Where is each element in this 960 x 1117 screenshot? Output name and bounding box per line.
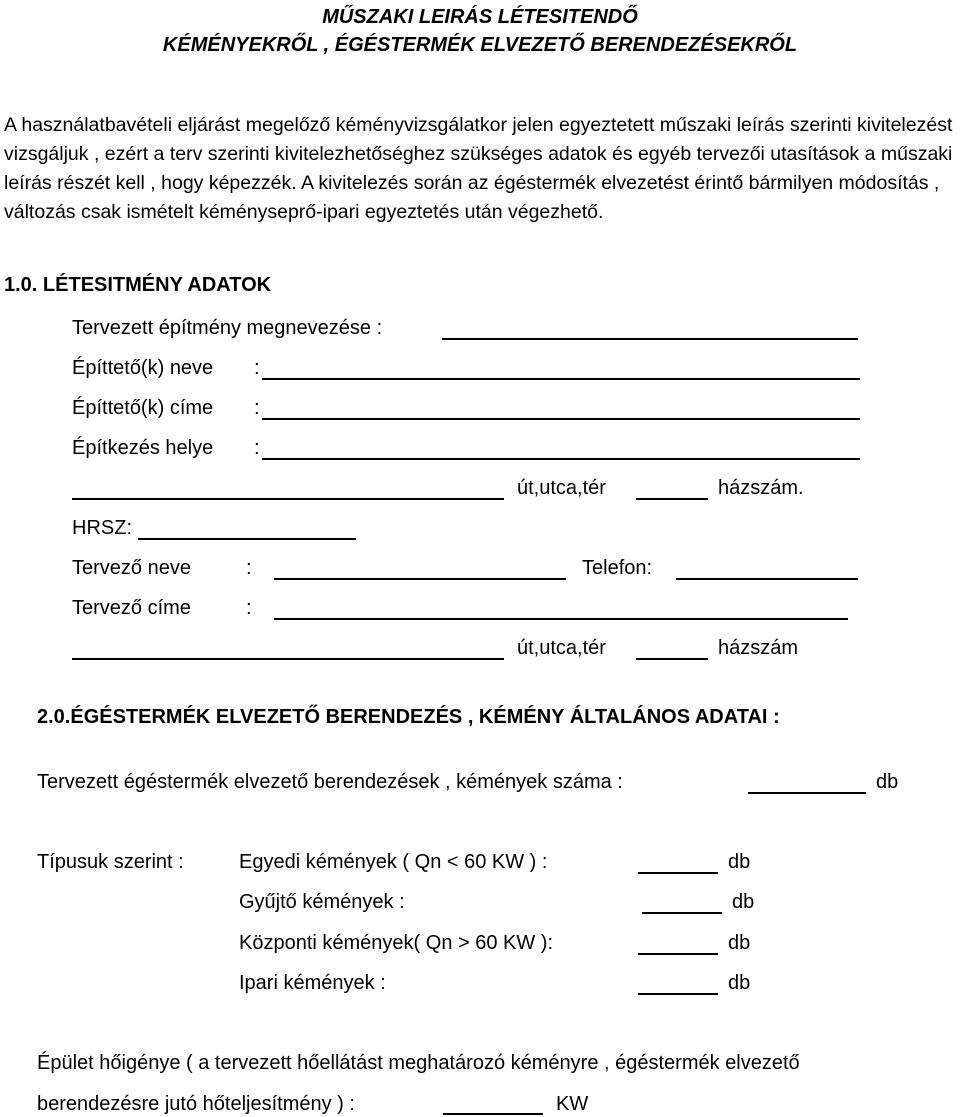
- site-label: Építkezés helye: [72, 437, 214, 459]
- designer-street-field[interactable]: [72, 658, 504, 660]
- type-industrial-field[interactable]: [638, 993, 718, 995]
- building-name-label: Tervezett építmény megnevezése :: [72, 317, 383, 339]
- type-collector-label: Gyűjtő kémények :: [239, 891, 405, 913]
- hrsz-field[interactable]: [138, 538, 356, 540]
- document-title-line1: MŰSZAKI LEIRÁS LÉTESITENDŐ: [322, 6, 638, 28]
- document-title-line2: KÉMÉNYEKRŐL , ÉGÉSTERMÉK ELVEZETŐ BERENDEZÉSEKRŐL: [162, 34, 798, 56]
- heat-demand-label-line2: berendezésre jutó hőteljesítmény ) :: [37, 1093, 355, 1115]
- builder-name-label: Építtető(k) neve: [72, 357, 214, 379]
- types-label: Típusuk szerint :: [37, 851, 184, 873]
- section2-heading: 2.0.ÉGÉSTERMÉK ELVEZETŐ BERENDEZÉS , KÉMÉNY ÁLTALÁNOS ADATAI :: [37, 706, 780, 728]
- type-industrial-label: Ipari kémények :: [239, 972, 386, 994]
- phone-label: Telefon:: [582, 557, 653, 579]
- builder-address-colon: :: [254, 397, 260, 419]
- type-central-field[interactable]: [638, 953, 718, 955]
- building-name-field[interactable]: [442, 338, 858, 340]
- heat-demand-unit: KW: [556, 1093, 589, 1115]
- chimney-count-unit: db: [876, 771, 899, 793]
- type-collector-field[interactable]: [642, 912, 722, 914]
- type-individual-unit: db: [728, 851, 751, 873]
- builder-address-field[interactable]: [262, 418, 860, 420]
- chimney-count-field[interactable]: [748, 792, 866, 794]
- hrsz-label: HRSZ:: [72, 517, 132, 539]
- type-collector-unit: db: [732, 891, 755, 913]
- builder-name-colon: :: [254, 357, 260, 379]
- designer-address-label: Tervező címe: [72, 597, 191, 619]
- designer-name-label: Tervező neve: [72, 557, 191, 579]
- designer-street-label: út,utca,tér: [517, 637, 606, 659]
- intro-paragraph: A használatbavételi eljárást megelőző kéményvizsgálatkor jelen egyeztetett műszaki leírás szerinti kivitelezést vizsgáljuk , ezért a terv szerinti kivitelezhetőséghez szükséges adatok és egyéb tervezői utasítások a műszaki leírás részét kell , hogy képezzék. A kivitelezés során az égéstermék elvezetést érintő bármilyen módosítás , változás csak ismételt kéményseprő-ipari egyeztetés után végezhető.: [4, 114, 953, 223]
- type-central-unit: db: [728, 932, 751, 954]
- type-individual-field[interactable]: [638, 872, 718, 874]
- heat-demand-label-line1: Épület hőigénye ( a tervezett hőellátást meghatározó kéményre , égéstermék elvezető: [37, 1052, 800, 1074]
- designer-house-number-label: házszám: [718, 637, 799, 659]
- type-industrial-unit: db: [728, 972, 751, 994]
- heat-demand-field[interactable]: [443, 1113, 543, 1115]
- site-field[interactable]: [262, 458, 860, 460]
- designer-name-field[interactable]: [274, 578, 566, 580]
- site-colon: :: [254, 437, 260, 459]
- designer-address-colon: :: [246, 597, 252, 619]
- designer-address-field[interactable]: [274, 618, 848, 620]
- site-street-label: út,utca,tér: [517, 477, 606, 499]
- designer-name-colon: :: [246, 557, 252, 579]
- designer-house-number-field[interactable]: [636, 658, 708, 660]
- builder-name-field[interactable]: [262, 378, 860, 380]
- site-house-number-field[interactable]: [636, 498, 708, 500]
- section1-heading: 1.0. LÉTESITMÉNY ADATOK: [4, 274, 272, 296]
- type-central-label: Központi kémények( Qn > 60 KW ):: [239, 932, 554, 954]
- chimney-count-label: Tervezett égéstermék elvezető berendezések , kémények száma :: [37, 771, 623, 793]
- builder-address-label: Építtető(k) címe: [72, 397, 214, 419]
- site-house-number-label: házszám.: [718, 477, 804, 499]
- type-individual-label: Egyedi kémények ( Qn < 60 KW ) :: [239, 851, 548, 873]
- site-street-field[interactable]: [72, 498, 504, 500]
- phone-field[interactable]: [676, 578, 858, 580]
